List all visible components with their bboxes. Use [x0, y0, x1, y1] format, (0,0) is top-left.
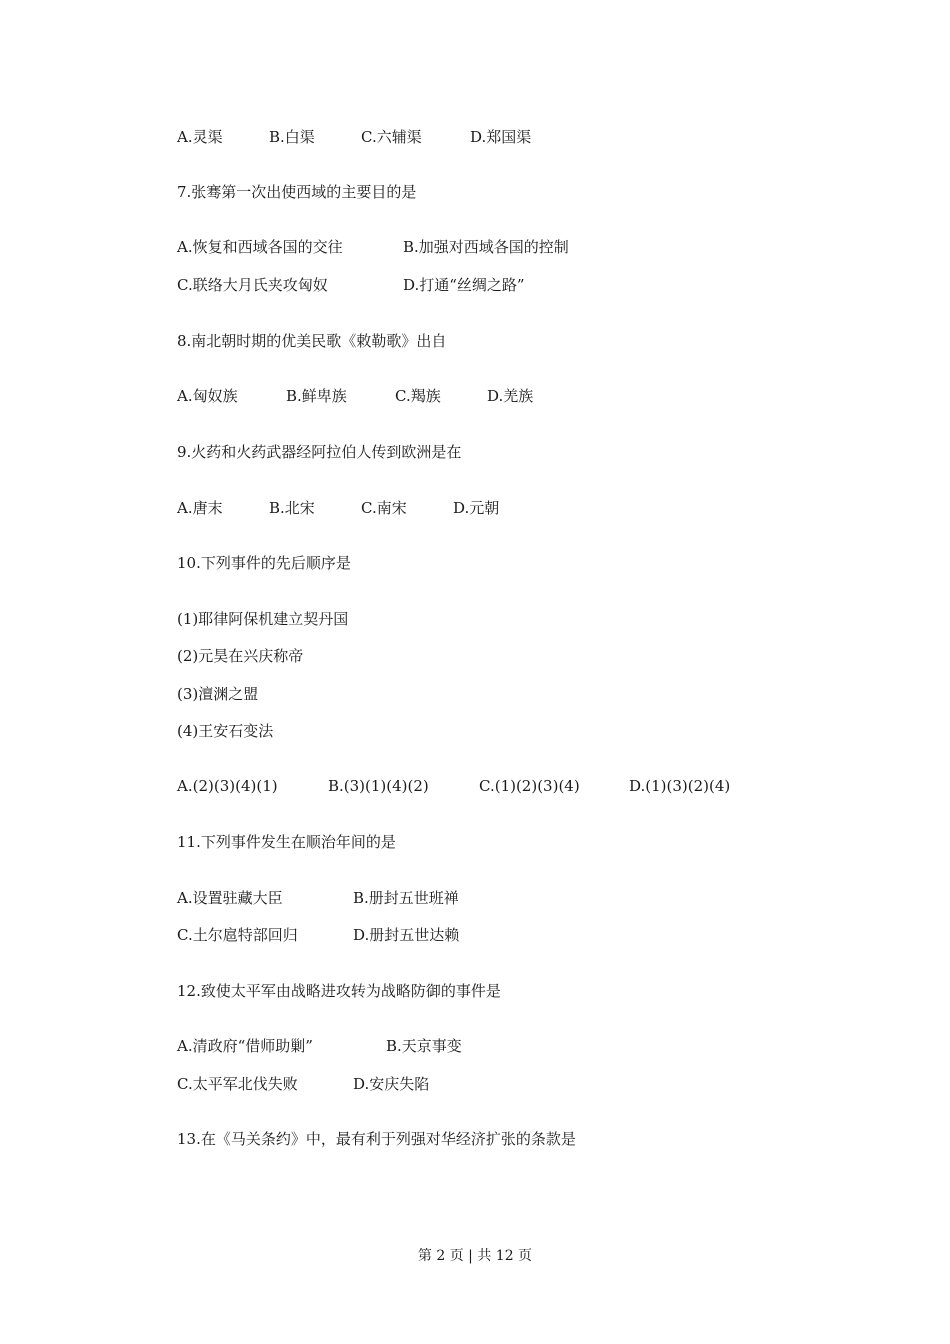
q7-option-b: B.加强对西域各国的控制	[403, 238, 569, 256]
q9-option-c: C.南宋	[361, 499, 407, 517]
q10-option-d: D.(1)(3)(2)(4)	[629, 777, 731, 795]
q6-option-b: B.白渠	[269, 128, 315, 146]
q12-stem: 12.致使太平军由战略进攻转为战略防御的事件是	[177, 982, 501, 1000]
q6-option-d: D.郑国渠	[470, 128, 532, 146]
q12-option-b: B.天京事变	[386, 1037, 462, 1055]
q10-option-c: C.(1)(2)(3)(4)	[479, 777, 580, 795]
q10-option-b: B.(3)(1)(4)(2)	[328, 777, 429, 795]
q10-item-1: (1)耶律阿保机建立契丹国	[177, 610, 349, 628]
q8-stem: 8.南北朝时期的优美民歌《敕勒歌》出自	[177, 332, 447, 350]
q10-item-4: (4)王安石变法	[177, 722, 274, 740]
q7-option-a: A.恢复和西域各国的交往	[177, 238, 343, 256]
q8-option-a: A.匈奴族	[177, 387, 238, 405]
q9-option-d: D.元朝	[453, 499, 500, 517]
q6-option-a: A.灵渠	[177, 128, 223, 146]
q9-stem: 9.火药和火药武器经阿拉伯人传到欧洲是在	[177, 443, 462, 461]
q8-option-b: B.鲜卑族	[286, 387, 347, 405]
q11-option-b: B.册封五世班禅	[353, 889, 459, 907]
q11-option-d: D.册封五世达赖	[353, 926, 460, 944]
q8-option-c: C.羯族	[395, 387, 441, 405]
q12-option-c: C.太平军北伐失败	[177, 1075, 298, 1093]
q11-option-c: C.土尔扈特部回归	[177, 926, 298, 944]
q9-option-b: B.北宋	[269, 499, 315, 517]
q8-option-d: D.羌族	[487, 387, 534, 405]
q10-item-3: (3)澶渊之盟	[177, 685, 259, 703]
q11-option-a: A.设置驻藏大臣	[177, 889, 283, 907]
q13-stem: 13.在《马关条约》中，最有利于列强对华经济扩张的条款是	[177, 1130, 576, 1148]
q7-option-c: C.联络大月氏夹攻匈奴	[177, 276, 328, 294]
q7-option-d: D.打通“丝绸之路”	[403, 276, 525, 294]
q10-stem: 10.下列事件的先后顺序是	[177, 554, 351, 572]
q9-option-a: A.唐末	[177, 499, 223, 517]
q10-option-a: A.(2)(3)(4)(1)	[177, 777, 278, 795]
q12-option-d: D.安庆失陷	[353, 1075, 430, 1093]
q12-option-a: A.清政府“借师助剿”	[177, 1037, 313, 1055]
q11-stem: 11.下列事件发生在顺治年间的是	[177, 833, 396, 851]
q7-stem: 7.张骞第一次出使西域的主要目的是	[177, 183, 417, 201]
q6-option-c: C.六辅渠	[361, 128, 422, 146]
q10-item-2: (2)元昊在兴庆称帝	[177, 647, 304, 665]
page-footer: 第 2 页 | 共 12 页	[417, 1248, 533, 1264]
